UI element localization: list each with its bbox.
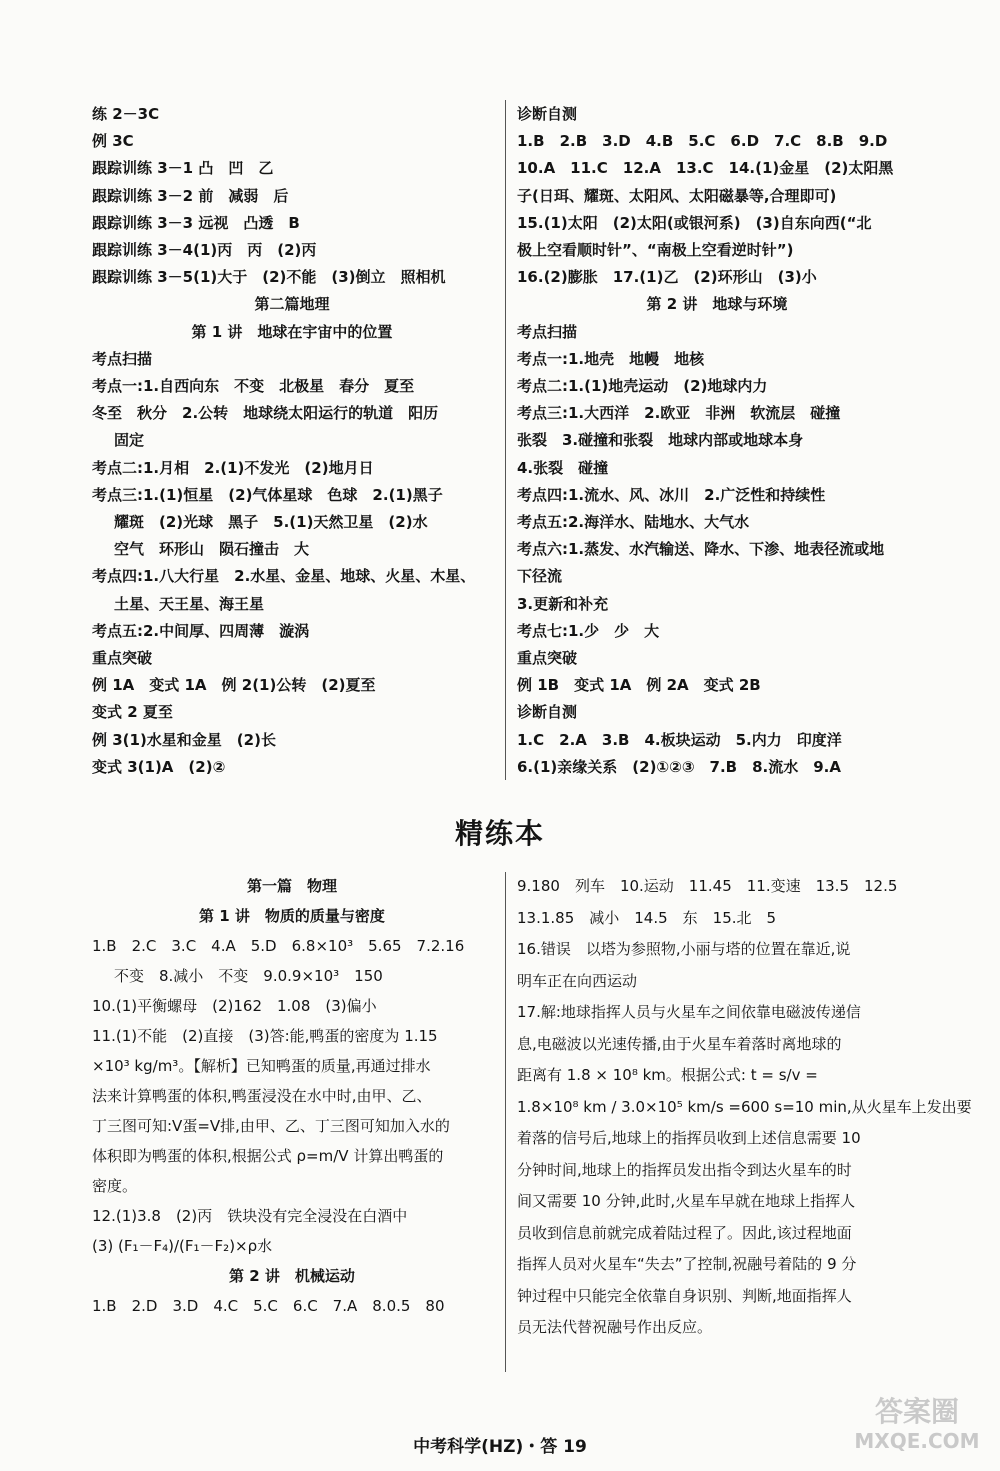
- answer-line: 法来计算鸭蛋的体积,鸭蛋浸没在水中时,由甲、乙、: [92, 1087, 432, 1105]
- answer-line: 3.更新和补充: [517, 594, 609, 613]
- answer-line: 变式 2 夏至: [92, 703, 173, 722]
- watermark-stamp: [842, 1395, 992, 1465]
- answer-line: 明车正在向西运动: [517, 971, 638, 990]
- answer-line: 丁三图可知:V蛋=V排,由甲、乙、丁三图可知加入水的: [92, 1117, 450, 1135]
- answer-line: 例 3C: [92, 132, 134, 151]
- column-divider-top: [505, 100, 506, 780]
- answer-line: 跟踪训练 3－4(1)丙 丙 (2)丙: [92, 241, 317, 259]
- section-heading: 第 2 讲 地球与环境: [646, 295, 788, 314]
- answer-line: 土星、天王星、海王星: [114, 594, 265, 613]
- answer-line: 1.C 2.A 3.B 4.板块运动 5.内力 印度洋: [517, 730, 842, 749]
- answer-line: 间又需要 10 分钟,此时,火星车早就在地球上指挥人: [517, 1192, 856, 1210]
- answer-line: 17.解:地球指挥人员与火星车之间依靠电磁波传递信: [517, 1003, 861, 1021]
- section-heading: 第一篇 物理: [246, 877, 337, 895]
- section-title-jinglianben: 精练本: [454, 817, 545, 850]
- answer-line: 考点一:1.地壳 地幔 地核: [517, 349, 705, 368]
- answer-line: 固定: [114, 431, 145, 450]
- answer-line: 考点三:1.大西洋 2.欧亚 非洲 软流层 碰撞: [517, 404, 841, 423]
- answer-line: 考点七:1.少 少 大: [517, 621, 660, 640]
- answer-line: 重点突破: [92, 649, 153, 667]
- answer-line: 息,电磁波以光速传播,由于火星车着落时离地球的: [517, 1034, 842, 1053]
- answer-line: (3) (F₁－F₄)/(F₁－F₂)×ρ水: [92, 1237, 273, 1255]
- answer-line: 10.A 11.C 12.A 13.C 14.(1)金星 (2)太阳黑: [517, 159, 894, 178]
- answer-line: 10.(1)平衡螺母 (2)162 1.08 (3)偏小: [92, 997, 377, 1015]
- answer-line: 考点扫描: [517, 322, 578, 341]
- answer-line: 16.错误 以塔为参照物,小丽与塔的位置在靠近,说: [517, 940, 851, 958]
- answer-line: 员无法代替祝融号作出反应。: [517, 1318, 713, 1336]
- answer-line: 张裂 3.碰撞和张裂 地球内部或地球本身: [517, 431, 804, 450]
- answer-line: 密度。: [92, 1177, 138, 1195]
- section-heading: 第 2 讲 机械运动: [229, 1267, 355, 1285]
- answer-line: 练 2－3C: [92, 105, 160, 123]
- answers-bottom-right-column: [517, 876, 972, 1376]
- answer-line: 钟过程中只能完全依靠自身识别、判断,地面指挥人: [517, 1286, 852, 1305]
- answer-line: 1.8×10⁸ km / 3.0×10⁵ km/s =600 s=10 min,从火星车上发出要: [517, 1097, 972, 1116]
- answer-line: 例 3(1)水星和金星 (2)长: [92, 730, 276, 749]
- answer-line: 距离有 1.8 × 10⁸ km。根据公式: t = s/v =: [517, 1066, 818, 1084]
- answer-line: 例 1B 变式 1A 例 2A 变式 2B: [517, 676, 761, 695]
- answer-line: 考点五:2.中间厚、四周薄 漩涡: [92, 621, 310, 640]
- answer-line: 体积即为鸭蛋的体积,根据公式 ρ=m/V 计算出鸭蛋的: [92, 1147, 444, 1165]
- page-footer: 中考科学(HZ)・答 19: [413, 1437, 587, 1457]
- answer-line: 跟踪训练 3－3 远视 凸透 B: [92, 213, 300, 232]
- answer-line: 跟踪训练 3－2 前 减弱 后: [92, 186, 289, 205]
- answer-line: 11.(1)不能 (2)直接 (3)答:能,鸭蛋的密度为 1.15: [92, 1027, 438, 1045]
- answer-line: 考点扫描: [92, 349, 153, 368]
- answer-line: 16.(2)膨胀 17.(1)乙 (2)环形山 (3)小: [517, 268, 817, 287]
- answer-line: 诊断自测: [517, 703, 578, 722]
- answer-line: 考点二:1.月相 2.(1)不发光 (2)地月日: [92, 458, 374, 477]
- answer-line: 诊断自测: [517, 105, 578, 123]
- answer-line: 冬至 秋分 2.公转 地球绕太阳运行的轨道 阳历: [92, 404, 439, 423]
- answer-line: 员收到信息前就完成着陆过程了。因此,该过程地面: [517, 1223, 852, 1242]
- answer-line: 不变 8.减小 不变 9.0.9×10³ 150: [114, 967, 383, 985]
- answer-line: 考点六:1.蒸发、水汽输送、降水、下渗、地表径流或地: [517, 540, 885, 559]
- answer-line: 考点二:1.(1)地壳运动 (2)地球内力: [517, 377, 768, 395]
- answer-line: 1.B 2.B 3.D 4.B 5.C 6.D 7.C 8.B 9.D: [517, 132, 888, 151]
- section-heading: 第 1 讲 地球在宇宙中的位置: [191, 322, 393, 341]
- section-heading: 第二篇地理: [254, 295, 330, 314]
- answers-bottom-left-column: [92, 876, 492, 1376]
- answer-line: 跟踪训练 3－1 凸 凹 乙: [92, 159, 274, 178]
- answer-line: 跟踪训练 3－5(1)大于 (2)不能 (3)倒立 照相机: [92, 268, 446, 287]
- answer-line: 极上空看顺时针”、“南极上空看逆时针”): [517, 241, 794, 259]
- answer-line: 13.1.85 减小 14.5 东 15.北 5: [517, 908, 777, 927]
- answer-line: ×10³ kg/m³。【解析】已知鸭蛋的质量,再通过排水: [92, 1057, 431, 1075]
- answers-top-left-column: [92, 104, 492, 784]
- answer-line: 考点一:1.自西向东 不变 北极星 春分 夏至: [92, 377, 415, 395]
- column-divider-bottom: [505, 872, 506, 1372]
- answer-line: 6.(1)亲缘关系 (2)①②③ 7.B 8.流水 9.A: [517, 757, 841, 776]
- answer-line: 指挥人员对火星车“失去”了控制,祝融号着陆的 9 分: [517, 1255, 857, 1273]
- answer-line: 空气 环形山 陨石撞击 大: [114, 540, 310, 559]
- answer-line: 分钟时间,地球上的指挥员发出指令到达火星车的时: [517, 1160, 852, 1179]
- section-heading: 第 1 讲 物质的质量与密度: [199, 907, 385, 925]
- answer-line: 考点四:1.流水、风、冰川 2.广泛性和持续性: [517, 485, 826, 504]
- answer-line: 下径流: [517, 567, 563, 586]
- answer-line: 变式 3(1)A (2)②: [92, 757, 226, 776]
- answers-top-right-column: [517, 104, 917, 784]
- answer-line: 12.(1)3.8 (2)丙 铁块没有完全浸没在白酒中: [92, 1207, 408, 1225]
- answer-line: 15.(1)太阳 (2)太阳(或银河系) (3)自东向西(“北: [517, 213, 872, 232]
- answer-line: 重点突破: [517, 649, 578, 667]
- answer-line: 考点四:1.八大行星 2.水星、金星、地球、火星、木星、: [92, 567, 476, 586]
- answer-line: 着落的信号后,地球上的指挥员收到上述信息需要 10: [517, 1129, 861, 1147]
- stamp-line2: MXQE.COM: [854, 1429, 980, 1453]
- answer-line: 例 1A 变式 1A 例 2(1)公转 (2)夏至: [92, 676, 376, 695]
- answer-line: 考点五:2.海洋水、陆地水、大气水: [517, 513, 750, 531]
- answer-line: 子(日珥、耀斑、太阳风、太阳磁暴等,合理即可): [517, 186, 837, 205]
- stamp-line1: 答案圈: [874, 1395, 959, 1428]
- answer-line: 耀斑 (2)光球 黑子 5.(1)天然卫星 (2)水: [114, 513, 428, 531]
- answer-line: 9.180 列车 10.运动 11.45 11.变速 13.5 12.5: [517, 877, 898, 895]
- answer-line: 1.B 2.C 3.C 4.A 5.D 6.8×10³ 5.65 7.2.16: [92, 937, 465, 955]
- answer-line: 4.张裂 碰撞: [517, 458, 609, 477]
- answer-line: 考点三:1.(1)恒星 (2)气体星球 色球 2.(1)黑子: [92, 485, 443, 504]
- answer-line: 1.B 2.D 3.D 4.C 5.C 6.C 7.A 8.0.5 80: [92, 1297, 445, 1315]
